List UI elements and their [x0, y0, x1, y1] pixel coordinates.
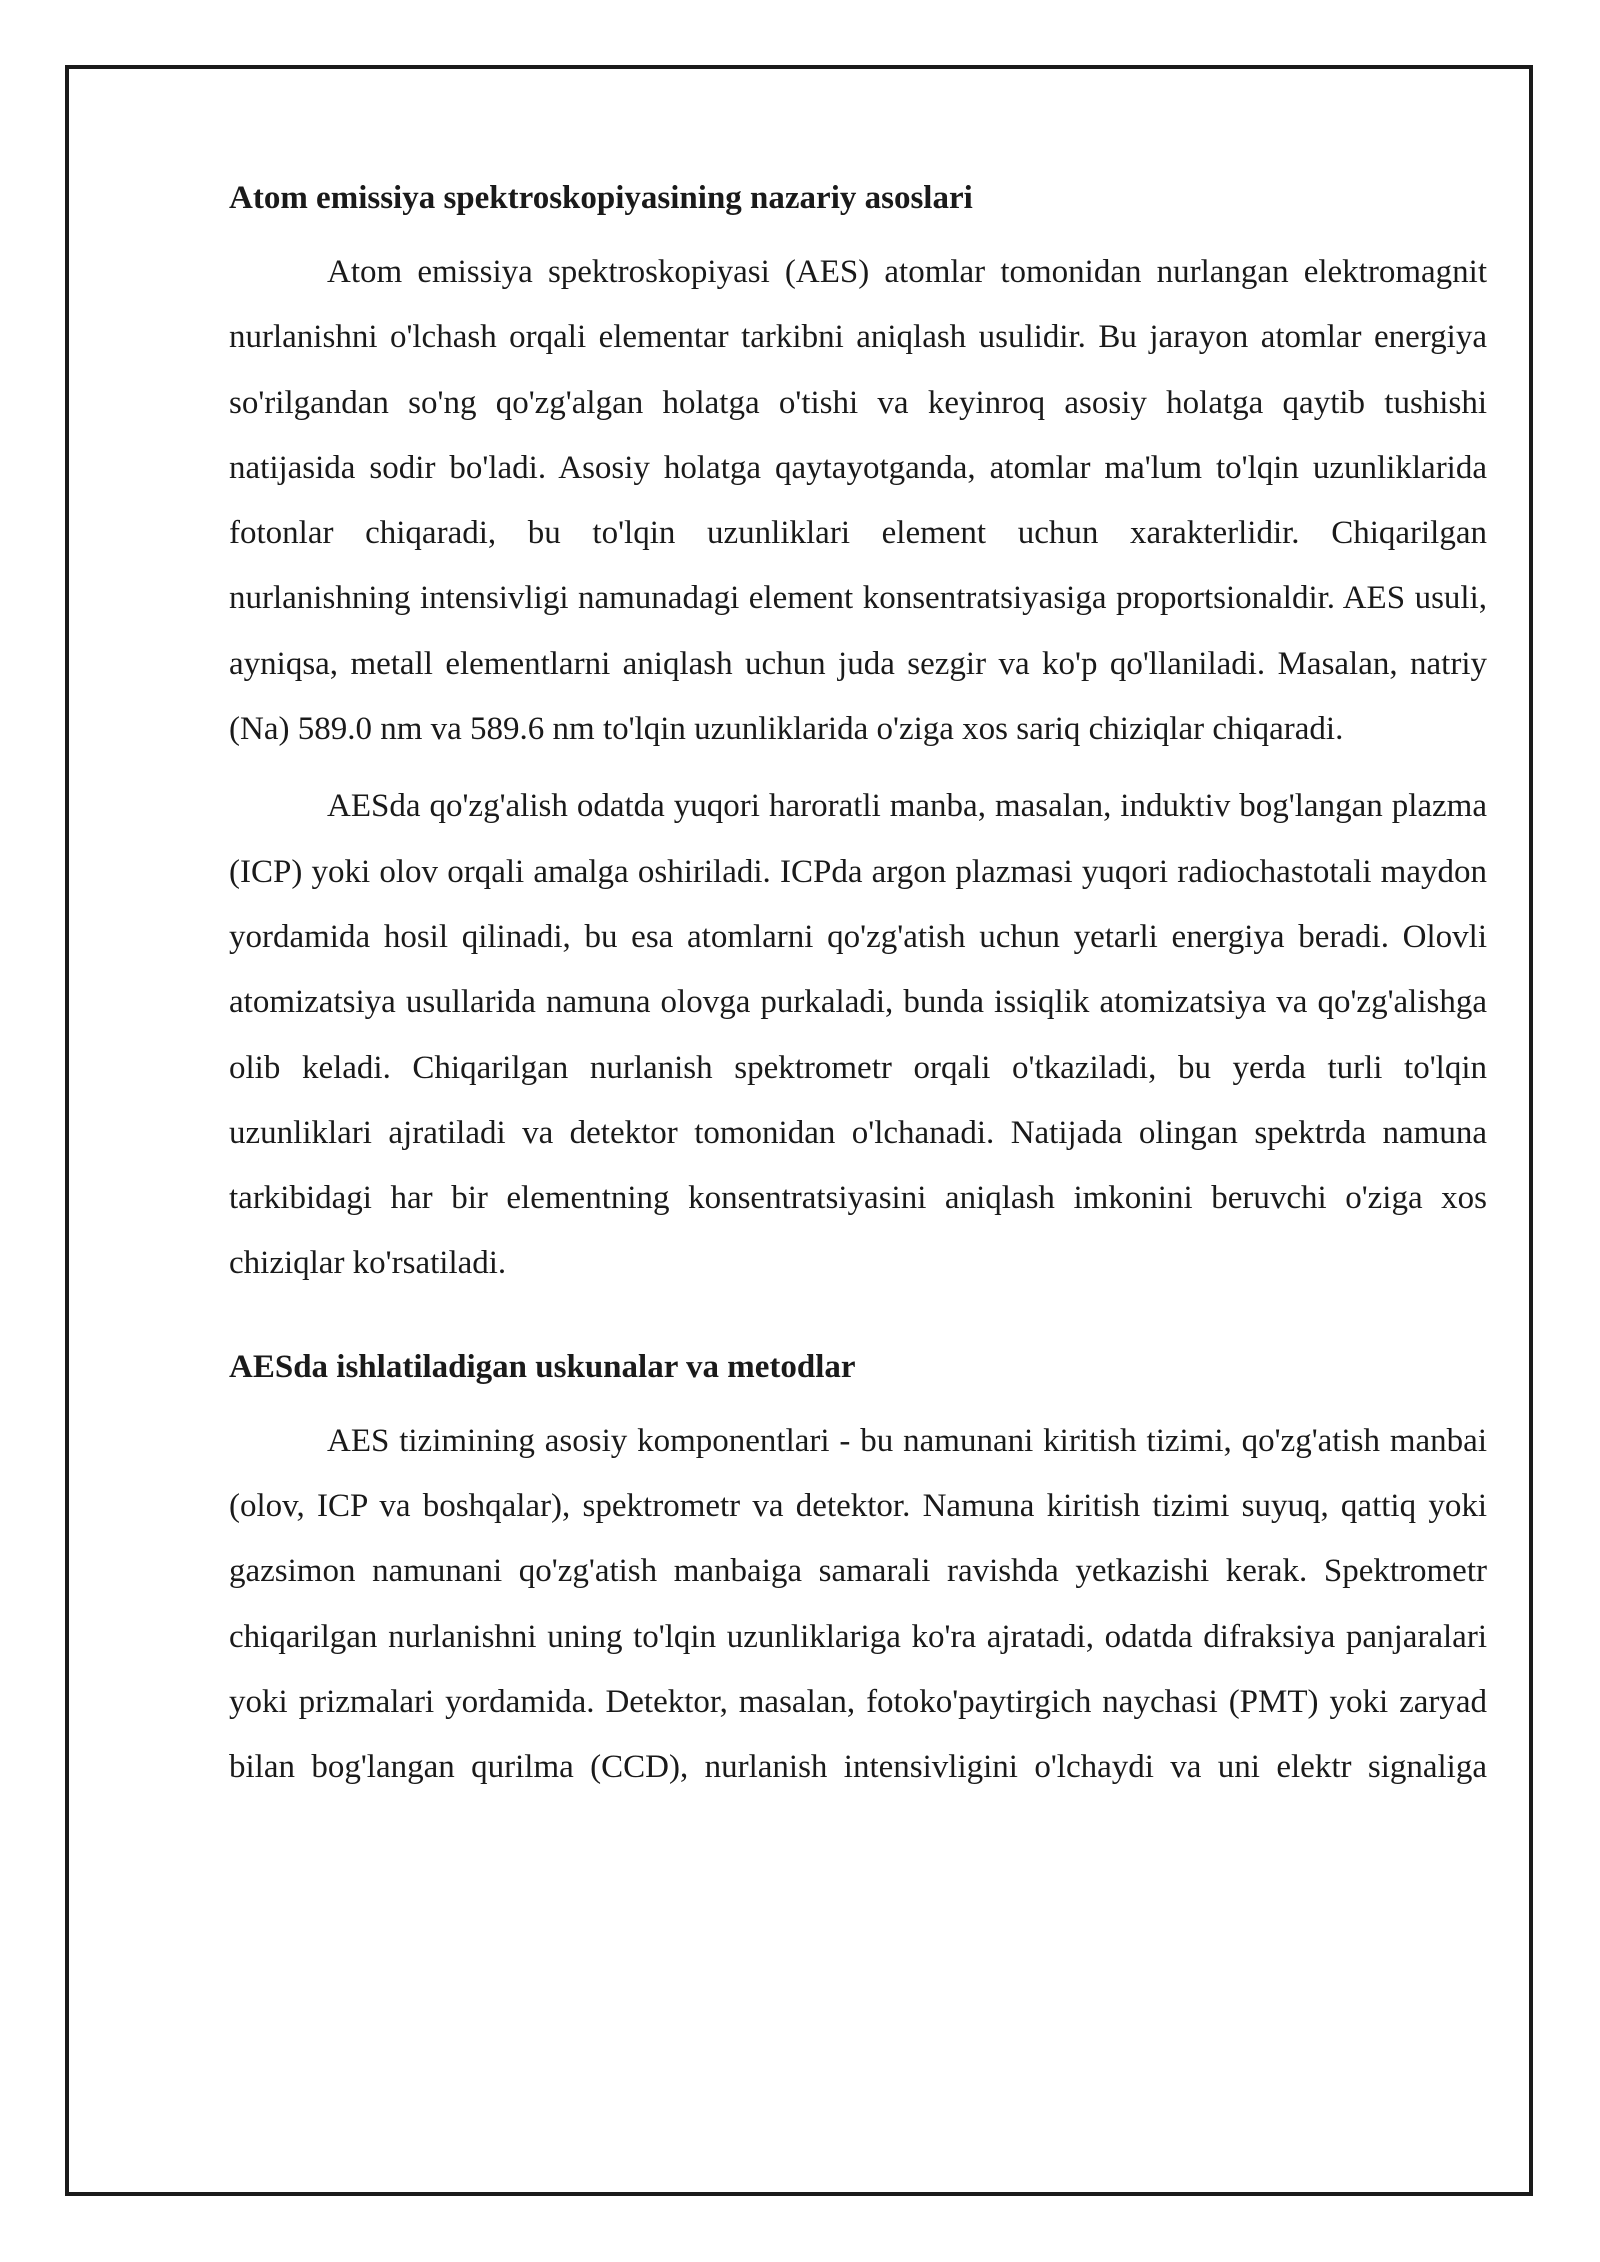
section-heading: AESda ishlatiladigan uskunalar va metodlar: [229, 1348, 856, 1385]
section-heading: Atom emissiya spektroskopiyasining nazariy asoslari: [229, 180, 973, 216]
body-paragraph: AES tizimining asosiy komponentlari - bu namunani kiritish tizimi, qo'zg'atish manbai (olov, ICP va boshqalar), spektrometr va detektor. Namuna kiritish tizimi suyuq, qattiq yoki gazsimon namunani qo'zg'atish manbaiga samarali ravishda yetkazishi kerak. Spektrometr chiqarilgan nurlanishni uning to'lqin uzunliklariga ko'ra ajratadi, odatda difraksiya panjaralari yoki prizmalari yordamida. Detektor, masalan, fotoko'paytirgich naychasi (PMT) yoki zaryad bilan bog'langan qurilma (CCD), nurlanish intensivligini o'lchaydi va uni elektr signaliga: [229, 1422, 1487, 1786]
body-paragraph: Atom emissiya spektroskopiyasi (AES) atomlar tomonidan nurlangan elektromagnit nurlanishni o'lchash orqali elementar tarkibni aniqlash usulidir. Bu jarayon atomlar energiya so'rilgandan so'ng qo'zg'algan holatga o'tishi va keyinroq asosiy holatga qaytib tushishi natijasida sodir bo'ladi. Asosiy holatga qaytayotganda, atomlar ma'lum to'lqin uzunliklarida fotonlar chiqaradi, bu to'lqin uzunliklari element uchun xarakterlidir. Chiqarilgan nurlanishning intensivligi namunadagi element konsentratsiyasiga proportsionaldir. AES usuli, ayniqsa, metall elementlarni aniqlash uchun juda sezgir va ko'p qo'llaniladi. Masalan, natriy (Na) 589.0 nm va 589.6 nm to'lqin uzunliklarida o'ziga xos sariq chiziqlar chiqaradi.: [229, 254, 1487, 748]
document-body: [229, 168, 1487, 1801]
body-paragraph: AESda qo'zg'alish odatda yuqori haroratli manba, masalan, induktiv bog'langan plazma (ICP) yoki olov orqali amalga oshiriladi. ICPda argon plazmasi yuqori radiochastotali maydon yordamida hosil qilinadi, bu esa atomlarni qo'zg'atish uchun yetarli energiya beradi. Olovli atomizatsiya usullarida namuna olovga purkaladi, bunda issiqlik atomizatsiya va qo'zg'alishga olib keladi. Chiqarilgan nurlanish spektrometr orqali o'tkaziladi, bu yerda turli to'lqin uzunliklari ajratiladi va detektor tomonidan o'lchanadi. Natijada olingan spektrda namuna tarkibidagi har bir elementning konsentratsiyasini aniqlash imkonini beruvchi o'ziga xos chiziqlar ko'rsatiladi.: [229, 788, 1487, 1282]
